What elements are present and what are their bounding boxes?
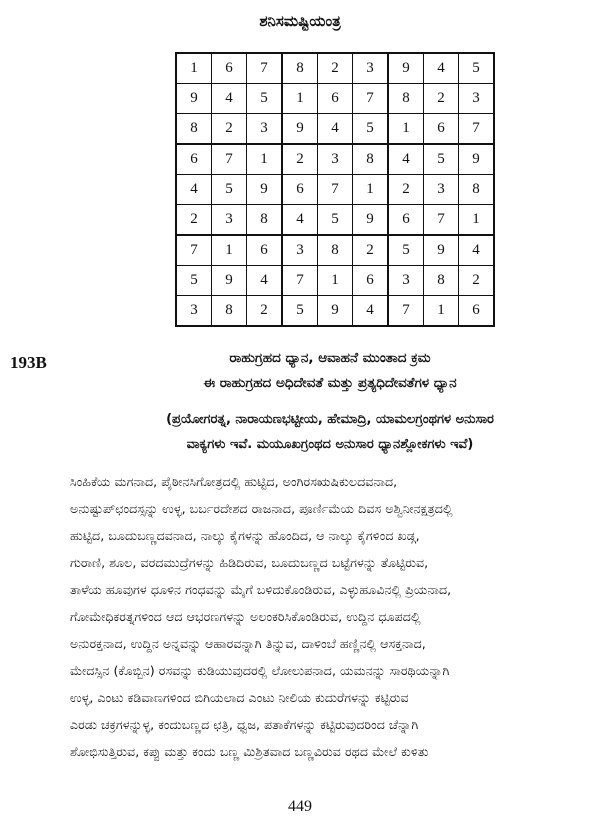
grid-cell: 2 (176, 205, 212, 236)
grid-cell: 5 (388, 235, 424, 266)
grid-cell: 8 (176, 114, 212, 145)
grid-cell: 8 (282, 53, 318, 84)
grid-cell: 3 (388, 266, 424, 296)
grid-cell: 6 (212, 53, 247, 84)
grid-row (176, 84, 494, 114)
grid-cell: 4 (212, 84, 247, 114)
grid-cell: 3 (212, 205, 247, 236)
grid-cell: 1 (318, 266, 353, 296)
grid-cell: 7 (247, 53, 283, 84)
body-line: ಗೋಮೇಧಿಕರತ್ನಗಳಿಂದ ಆದ ಆಭರಣಗಳನ್ನು ಅಲಂಕರಿಸಿಕೊಂಡಿರುವ, ಉದ್ದಿನ ಧೂಪದಲ್ಲಿ (70, 609, 421, 624)
body-line: ಅನುರಕ್ತನಾದ, ಉದ್ದಿನ ಅನ್ನವನ್ನು ಆಹಾರವನ್ನಾಗಿ ತಿನ್ನುವ, ದಾಳಿಂಬೆ ಹಣ್ಣಿನಲ್ಲಿ ಆಸಕ್ತನಾದ, (70, 636, 426, 651)
grid-cell: 7 (388, 296, 424, 327)
grid-cell: 5 (424, 144, 459, 175)
grid-cell: 5 (176, 266, 212, 296)
grid-cell: 2 (282, 144, 318, 175)
page-number: 449 (288, 798, 312, 815)
grid-cell: 2 (353, 235, 389, 266)
grid-cell: 1 (353, 175, 389, 205)
grid-cell: 7 (282, 266, 318, 296)
grid-cell: 9 (318, 296, 353, 327)
grid-row (176, 114, 494, 145)
section-number: 193B (10, 353, 47, 372)
grid-cell: 3 (424, 175, 459, 205)
grid-cell: 2 (388, 175, 424, 205)
grid-cell: 9 (424, 235, 459, 266)
grid-cell: 9 (247, 175, 283, 205)
grid-row (176, 296, 494, 327)
grid-cell: 2 (212, 114, 247, 145)
grid-cell: 9 (388, 53, 424, 84)
body-line: ಸಿಂಹಿಕೆಯ ಮಗನಾದ, ಪೈಠೀನಸಿಗೋತ್ರದಲ್ಲಿ ಹುಟ್ಟಿದ, ಅಂಗಿರಸಋಷಿಕುಲದವನಾದ, (70, 474, 398, 489)
grid-cell: 2 (424, 84, 459, 114)
grid-cell: 7 (176, 235, 212, 266)
grid-row (176, 144, 494, 175)
grid-cell: 5 (212, 175, 247, 205)
grid-cell: 9 (459, 144, 495, 175)
grid-cell: 3 (176, 296, 212, 327)
grid-cell: 3 (459, 84, 495, 114)
grid-cell: 5 (353, 114, 389, 145)
grid-cell: 2 (318, 53, 353, 84)
grid-cell: 7 (212, 144, 247, 175)
grid-cell: 1 (247, 144, 283, 175)
grid-cell: 4 (424, 53, 459, 84)
grid-cell: 6 (459, 296, 495, 327)
body-text (70, 468, 595, 765)
grid-cell: 3 (318, 144, 353, 175)
grid-cell: 6 (282, 175, 318, 205)
grid-cell: 2 (459, 266, 495, 296)
body-line: ಶೋಭಿಸುತ್ತಿರುವ, ಕಪ್ಪು ಮತ್ತು ಕಂದು ಬಣ್ಣ ಮಿಶ್ರಿತವಾದ ಬಣ್ಣವಿರುವ ರಥದ ಮೇಲೆ ಕುಳಿತು (70, 744, 429, 759)
grid-cell: 1 (424, 296, 459, 327)
grid-row (176, 266, 494, 296)
grid-cell: 6 (318, 84, 353, 114)
body-line: ಅನುಷ್ಟುಪ್‌ಛಂದಸ್ಸನ್ನು ಉಳ್ಳ, ಬರ್ಬರದೇಶದ ರಾಜನಾದ, ಪೂರ್ಣಿಮೆಯ ದಿವಸ ಅಶ್ವಿನೀನಕ್ಷತ್ರದಲ್ಲಿ (70, 501, 453, 516)
grid-cell: 5 (318, 205, 353, 236)
heading-line-4: ವಾಕ್ಯಗಳು ಇವೆ. ಮಯೂಖಗ್ರಂಥದ ಅನುಸಾರ ಧ್ಯಾನಶ್ಲೋಕಗಳು ಇವೆ) (186, 437, 474, 452)
grid-cell: 5 (282, 296, 318, 327)
yantra-title: ಶನಿಸಮಷ್ಟಿಯಂತ್ರ (259, 12, 341, 30)
grid-cell: 1 (459, 205, 495, 236)
grid-cell: 3 (282, 235, 318, 266)
grid-cell: 7 (318, 175, 353, 205)
grid-cell: 4 (459, 235, 495, 266)
grid-cell: 5 (459, 53, 495, 84)
grid-cell: 8 (424, 266, 459, 296)
grid-row (176, 235, 494, 266)
grid-cell: 4 (247, 266, 283, 296)
grid-cell: 7 (459, 114, 495, 145)
grid-cell: 9 (176, 84, 212, 114)
grid-cell: 7 (424, 205, 459, 236)
body-line: ಮೇದಸ್ಸಿನ (ಕೊಬ್ಬಿನ) ರಸವನ್ನು ಕುಡಿಯುವುದರಲ್ಲಿ ಲೋಲುಪನಾದ, ಯಮನನ್ನು ಸಾರಥಿಯನ್ನಾಗಿ (70, 663, 450, 678)
grid-cell: 2 (247, 296, 283, 327)
grid-cell: 8 (212, 296, 247, 327)
heading-line-1: ರಾಹುಗ್ರಹದ ಧ್ಯಾನ, ಆವಾಹನೆ ಮುಂತಾದ ಕ್ರಮ (229, 350, 431, 366)
grid-cell: 1 (176, 53, 212, 84)
grid-cell: 1 (388, 114, 424, 145)
grid-cell: 4 (388, 144, 424, 175)
body-line: ಉಳ್ಳ, ಎಂಟು ಕಡಿವಾಣಗಳಿಂದ ಬಿಗಿಯಲಾದ ಎಂಟು ನೀಲಿಯ ಕುದುರೆಗಳನ್ನು ಕಟ್ಟಿರುವ (70, 690, 409, 705)
heading-line-2: ಈ ರಾಹುಗ್ರಹದ ಅಧಿದೇವತೆ ಮತ್ತು ಪ್ರತ್ಯಧಿದೇವತೆಗಳ ಧ್ಯಾನ (203, 375, 457, 391)
grid-row (176, 175, 494, 205)
grid-row (176, 53, 494, 84)
body-line: ತಾಳೆಯ ಹೂವುಗಳ ಧೂಳಿನ ಗಂಧವನ್ನು ಮೈಗೆ ಬಳಿದುಕೊಂಡಿರುವ, ಎಳ್ಳುಹೂವಿನಲ್ಲಿ ಪ್ರಿಯನಾದ, (70, 582, 452, 597)
grid-cell: 6 (247, 235, 283, 266)
grid-cell: 9 (282, 114, 318, 145)
grid-cell: 3 (247, 114, 283, 145)
grid-cell: 9 (212, 266, 247, 296)
grid-cell: 8 (388, 84, 424, 114)
heading-line-3: (ಪ್ರಯೋಗರತ್ನ, ನಾರಾಯಣಭಟ್ಟೀಯ, ಹೇಮಾದ್ರಿ, ಯಾಮಲಗ್ರಂಥಗಳ ಅನುಸಾರ (166, 412, 494, 427)
grid-cell: 7 (353, 84, 389, 114)
grid-cell: 8 (459, 175, 495, 205)
yantra-grid (175, 52, 495, 327)
grid-cell: 6 (424, 114, 459, 145)
body-line: ಹುಟ್ಟಿದ, ಬೂದುಬಣ್ಣದವನಾದ, ನಾಲ್ಕು ಕೈಗಳನ್ನು ಹೊಂದಿದ, ಆ ನಾಲ್ಕು ಕೈಗಳಿಂದ ಖಡ್ಗ, (70, 528, 420, 543)
body-line: ಗುರಾಣಿ, ಶೂಲ, ವರದಮುದ್ರೆಗಳನ್ನು ಹಿಡಿದಿರುವ, ಬೂದುಬಣ್ಣದ ಬಟ್ಟೆಗಳನ್ನು ತೊಟ್ಟಿರುವ, (70, 555, 429, 570)
grid-cell: 6 (176, 144, 212, 175)
body-line: ಎರಡು ಚಕ್ರಗಳನ್ನುಳ್ಳ, ಕಂದುಬಣ್ಣದ ಛತ್ರಿ, ಧ್ವಜ, ಪತಾಕೆಗಳನ್ನು ಕಟ್ಟಿರುವುದರಿಂದ ಚೆನ್ನಾಗಿ (70, 717, 419, 732)
grid-cell: 6 (388, 205, 424, 236)
grid-cell: 3 (353, 53, 389, 84)
grid-cell: 8 (247, 205, 283, 236)
grid-cell: 8 (318, 235, 353, 266)
grid-cell: 1 (212, 235, 247, 266)
grid-cell: 4 (282, 205, 318, 236)
grid-cell: 4 (176, 175, 212, 205)
grid-row (176, 205, 494, 236)
grid-cell: 5 (247, 84, 283, 114)
grid-cell: 1 (282, 84, 318, 114)
grid-cell: 9 (353, 205, 389, 236)
grid-cell: 8 (353, 144, 389, 175)
grid-cell: 4 (318, 114, 353, 145)
grid-cell: 6 (353, 266, 389, 296)
grid-cell: 4 (353, 296, 389, 327)
